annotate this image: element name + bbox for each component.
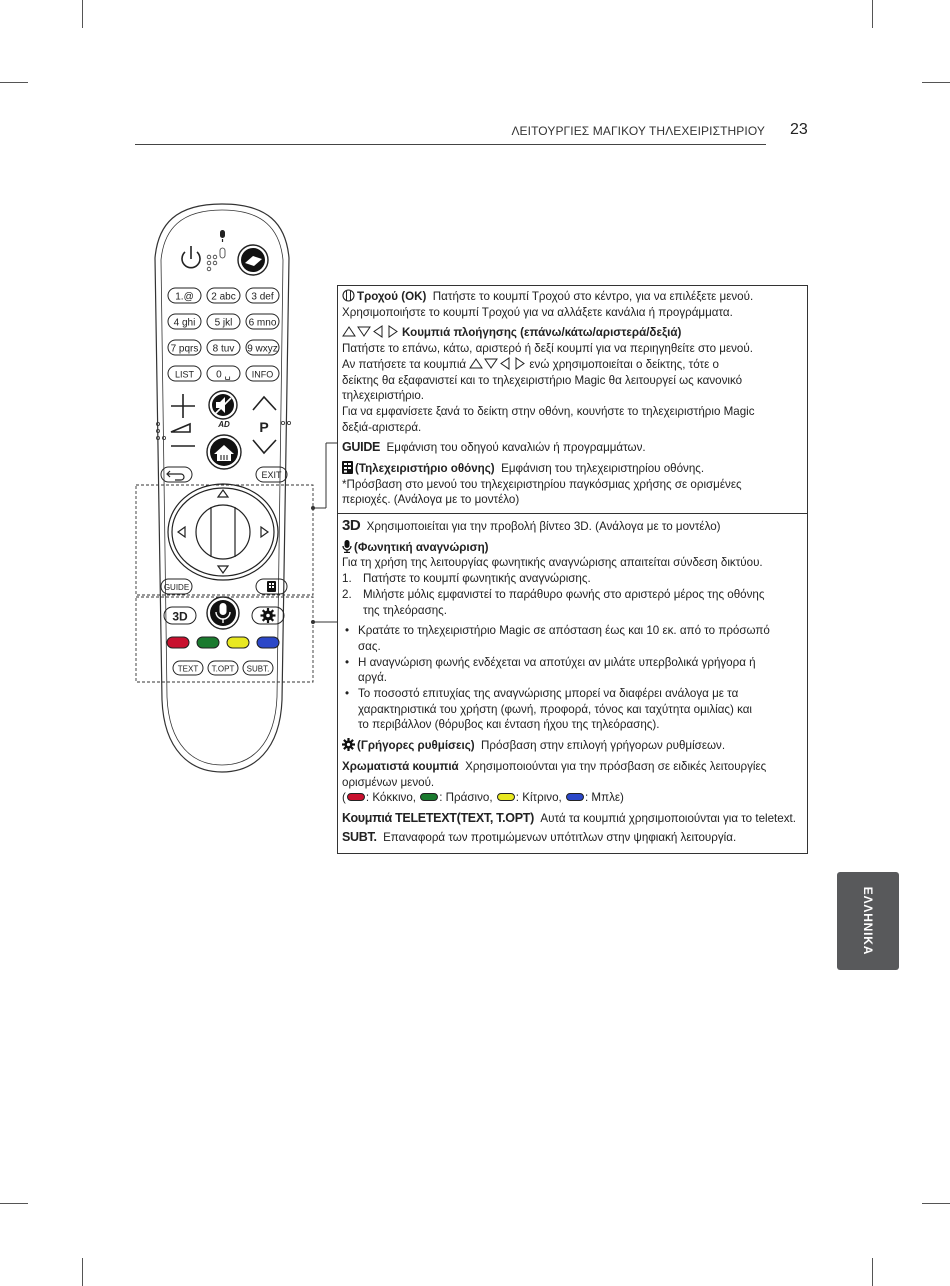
- nav-text-2b: ενώ χρησιμοποιείται ο δείκτης, τότε ο: [529, 357, 719, 371]
- key-9: 9 wxyz: [247, 343, 278, 355]
- language-tab: [837, 872, 899, 970]
- exit-label: EXIT: [261, 470, 282, 480]
- voice-step-1: 1. Πατήστε το κουμπί φωνητικής αναγνώρισης.: [342, 572, 591, 586]
- red-legend: : Κόκκινο,: [365, 791, 416, 805]
- key-7: 7 pqrs: [170, 343, 199, 355]
- key-6: 6 mno: [248, 317, 277, 329]
- blue-swatch: [566, 793, 584, 801]
- voice-tip-1: • Κρατάτε το τηλεχειριστήριο Magic σε απόσταση έως και 10 εκ. από το πρόσωπό σας.: [345, 624, 770, 653]
- voice-tip-3: • Το ποσοστό επιτυχίας της αναγνώρισης μπορεί να διαφέρει ανάλογα με τα χαρακτηριστικά του χρήστη (φωνή, προφορά, τόνος και ταχύτητα ομιλίας) και το περιβάλλον (θόρυβος και ένταση ήχου της τηλεόρασης).: [345, 687, 753, 732]
- wheel-label: Τροχού (OK): [357, 290, 427, 303]
- key-2: 2 abc: [211, 291, 236, 303]
- voice-tip-2: • Η αναγνώριση φωνής ενδέχεται να αποτύχει αν μιλάτε υπερβολικά γρήγορα ή αργά.: [345, 655, 756, 685]
- volume-rocker: [171, 394, 195, 446]
- guide-desc-label: GUIDE: [342, 440, 381, 455]
- subt-desc-text: Επαναφορά των προτιμώμενων υπότιτλων στην ψηφιακή λειτουργία.: [383, 830, 737, 844]
- green-button: [197, 637, 219, 648]
- crop-mark: [0, 82, 28, 83]
- zero-key: 0 ␣: [216, 369, 231, 381]
- nav-text-6: δεξιά-αριστερά.: [342, 420, 422, 434]
- red-button: [167, 637, 189, 648]
- description-box-lower: [337, 513, 808, 854]
- key-4: 4 ghi: [173, 317, 196, 329]
- callout-region-upper: [136, 485, 313, 595]
- wheel-text-2: Χρησιμοποιήστε το κουμπί Τροχού για να αλλάξετε κανάλια ή προγράμματα.: [342, 305, 733, 319]
- three-d-desc: [342, 518, 802, 535]
- three-d-label: 3D: [172, 609, 188, 624]
- quick-settings-desc: [342, 738, 802, 754]
- three-d-desc-label: 3D: [342, 517, 361, 534]
- topt-label: T.OPT: [211, 664, 235, 674]
- screen-remote-desc-icon: [342, 461, 353, 474]
- screen-remote-desc: [342, 461, 802, 477]
- indicator-dots: [207, 248, 225, 271]
- subt-desc: [342, 830, 802, 846]
- screen-remote-icon: [267, 581, 276, 592]
- teletext-desc: [342, 811, 802, 827]
- voice-desc: [342, 540, 802, 556]
- input-button: [238, 245, 268, 275]
- list-key: LIST: [174, 369, 195, 380]
- wheel-desc: [342, 289, 802, 305]
- color-buttons-label: Χρωματιστά κουμπιά: [342, 759, 459, 773]
- crop-mark: [82, 0, 83, 28]
- key-1: 1.@: [175, 291, 194, 303]
- yellow-legend: : Κίτρινο,: [515, 791, 562, 805]
- screen-remote-label: (Τηλεχειριστήριο οθόνης): [355, 462, 495, 476]
- screen-remote-text: Εμφάνιση του τηλεχειριστηρίου οθόνης.: [501, 462, 705, 476]
- voice-steps: [342, 571, 802, 618]
- guide-label: GUIDE: [163, 583, 190, 592]
- nav-text-2a: Αν πατήσετε τα κουμπιά: [342, 357, 467, 371]
- guide-desc-text: Εμφάνιση του οδηγού καναλιών ή προγραμμάτων.: [386, 441, 646, 455]
- color-buttons-text-2: ορισμένων μενού.: [342, 775, 435, 789]
- p-label: P: [259, 419, 269, 435]
- yellow-swatch: [497, 793, 515, 801]
- nav-label: Κουμπιά πλοήγησης (επάνω/κάτω/αριστερά/δεξιά): [402, 326, 682, 340]
- crop-mark: [0, 1203, 28, 1204]
- wheel-text: Πατήστε το κουμπί Τροχού στο κέντρο, για να επιλέξετε μενού.: [432, 290, 754, 303]
- key-5: 5 jkl: [214, 317, 233, 329]
- color-buttons-desc: [342, 759, 802, 775]
- mic-small-icon: [220, 230, 225, 242]
- voice-icon: [342, 540, 352, 553]
- nav-text-4: τηλεχειριστήριο.: [342, 389, 425, 403]
- green-swatch: [420, 793, 438, 801]
- green-legend: : Πράσινο,: [439, 791, 493, 805]
- header-rule: [135, 144, 766, 145]
- color-legend: ( : Κόκκινο, : Πράσινο, : Κίτρινο, : Μπλε): [342, 791, 624, 805]
- red-swatch: [347, 793, 365, 801]
- nav-arrows-inline-icon: [469, 357, 527, 370]
- three-d-desc-text: Χρησιμοποιείται για την προβολή βίντεο 3D. (Ανάλογα με το μοντέλο): [366, 520, 721, 533]
- subt-label: SUBT.: [246, 664, 270, 674]
- info-key: INFO: [251, 369, 274, 380]
- voice-text: Για τη χρήση της λειτουργίας φωνητικής αναγνώρισης απαιτείται σύνδεση δικτύου.: [342, 556, 763, 570]
- language-tab-label: ΕΛΛΗΝΙΚΑ: [861, 886, 875, 956]
- nav-text-1: Πατήστε το επάνω, κάτω, αριστερό ή δεξί κουμπί για να περιηγηθείτε στο μενού.: [342, 342, 753, 356]
- screen-remote-note-2: περιοχές. (Ανάλογα με το μοντέλο): [342, 493, 520, 507]
- home-button: [207, 435, 241, 469]
- crop-mark: [922, 82, 950, 83]
- color-buttons-text-1: Χρησιμοποιούνται για την πρόσβαση σε ειδικές λειτουργίες: [465, 759, 767, 773]
- nav-arrows-icon: [342, 325, 400, 338]
- guide-desc: [342, 440, 802, 456]
- yellow-button: [227, 637, 249, 648]
- nav-text-3: δείκτης θα εξαφανιστεί και το τηλεχειριστήριο Magic θα λειτουργεί ως κανονικό: [342, 373, 743, 387]
- crop-mark: [922, 1203, 950, 1204]
- voice-tips: [342, 623, 802, 733]
- quick-settings-text: Πρόσβαση στην επιλογή γρήγορων ρυθμίσεων.: [481, 739, 726, 753]
- key-8: 8 tuv: [212, 343, 235, 355]
- crop-mark: [872, 1258, 873, 1286]
- wheel-icon: [342, 289, 355, 302]
- nav-desc: [342, 325, 802, 341]
- description-box-upper: [337, 285, 808, 514]
- page-number: 23: [790, 121, 808, 138]
- quick-settings-label: (Γρήγορες ρυθμίσεις): [357, 739, 475, 753]
- section-title: ΛΕΙΤΟΥΡΓΙΕΣ ΜΑΓΙΚΟΥ ΤΗΛΕΧΕΙΡΙΣΤΗΡΙΟΥ: [511, 124, 765, 138]
- crop-mark: [82, 1258, 83, 1286]
- color-buttons: [167, 637, 279, 648]
- subt-desc-label: SUBT.: [342, 829, 377, 844]
- voice-button: [207, 597, 239, 629]
- crop-mark: [872, 0, 873, 28]
- back-icon: [167, 471, 184, 480]
- voice-label: (Φωνητική αναγνώριση): [354, 540, 489, 554]
- blue-button: [257, 637, 279, 648]
- ad-label: AD: [218, 420, 230, 429]
- teletext-label: Κουμπιά TELETEXT(TEXT, T.OPT): [342, 810, 534, 825]
- callout-leaders: [300, 440, 340, 640]
- power-icon: [182, 246, 200, 268]
- settings-icon: [261, 608, 276, 623]
- voice-step-2: 2. Μιλήστε μόλις εμφανιστεί το παράθυρο φωνής στο αριστερό μέρος της οθόνης της τηλεόρασης.: [342, 587, 765, 617]
- text-label: TEXT: [177, 664, 199, 674]
- teletext-text: Αυτά τα κουμπιά χρησιμοποιούνται για το teletext.: [540, 811, 796, 825]
- key-3: 3 def: [251, 291, 274, 303]
- number-keys: [168, 288, 279, 381]
- mute-button: [209, 391, 237, 419]
- blue-legend: : Μπλε): [584, 791, 624, 805]
- wheel-navigation: [168, 484, 278, 580]
- screen-remote-note-1: *Πρόσβαση στο μενού του τηλεχειριστηρίου παγκόσμιας χρήσης σε ορισμένες: [342, 477, 742, 491]
- nav-text-5: Για να εμφανίσετε ξανά το δείκτη στην οθόνη, κουνήστε το τηλεχειριστήριο Magic: [342, 404, 755, 418]
- nav-text-2: [342, 357, 802, 373]
- quick-settings-icon: [342, 738, 355, 751]
